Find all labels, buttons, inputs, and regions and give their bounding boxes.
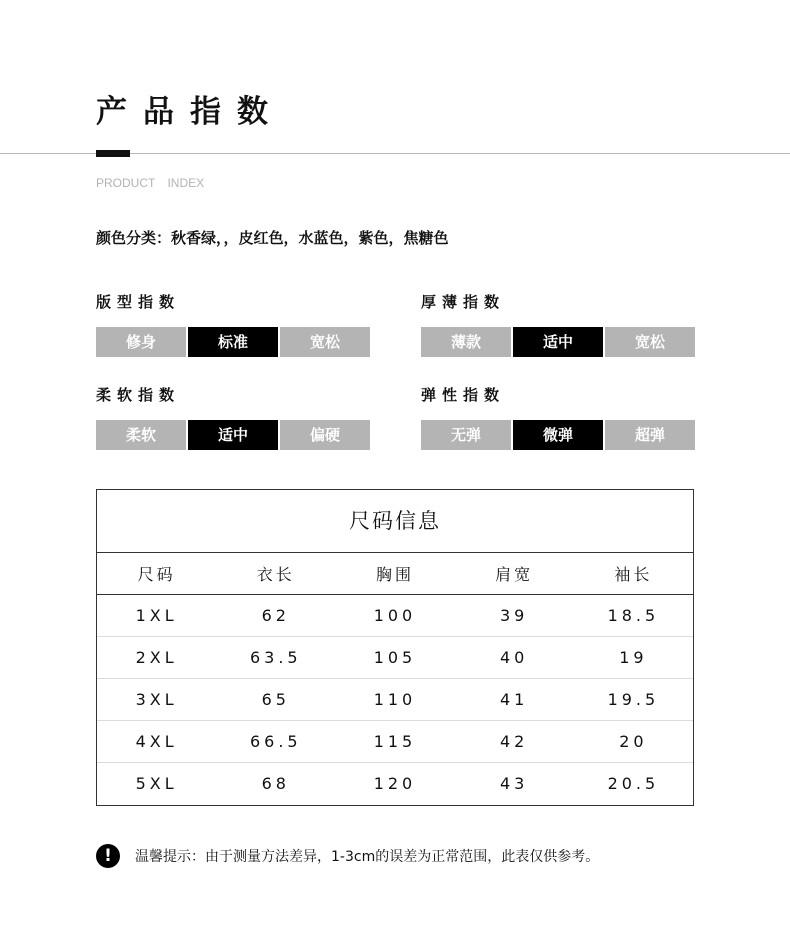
fit-index-scale bbox=[96, 327, 370, 357]
header-shoulder: 肩宽 bbox=[455, 553, 574, 595]
table-row bbox=[97, 595, 693, 637]
softness-option: 柔软 bbox=[96, 420, 186, 450]
header-chest: 胸围 bbox=[335, 553, 454, 595]
page-title: 产品指数 bbox=[96, 94, 284, 130]
cell-chest: 100 bbox=[335, 595, 454, 637]
cell-size: 3XL bbox=[97, 679, 216, 721]
cell-chest: 115 bbox=[335, 721, 454, 763]
table-row bbox=[97, 679, 693, 721]
cell-sleeve: 20 bbox=[574, 721, 693, 763]
cell-shoulder: 42 bbox=[455, 721, 574, 763]
exclamation-icon: ! bbox=[96, 844, 120, 868]
header-sleeve: 袖长 bbox=[574, 553, 693, 595]
elasticity-index-scale bbox=[421, 420, 695, 450]
thickness-index-title: 厚薄指数 bbox=[421, 293, 506, 311]
elasticity-option: 微弹 bbox=[513, 420, 603, 450]
size-table bbox=[97, 553, 693, 804]
cell-length: 68 bbox=[261, 774, 290, 793]
cell-shoulder: 41 bbox=[455, 679, 574, 721]
elasticity-option: 超弹 bbox=[605, 420, 695, 450]
cell-length: 63.5 bbox=[216, 637, 335, 679]
page-subtitle: PRODUCT INDEX bbox=[96, 176, 205, 190]
fit-option: 标准 bbox=[188, 327, 278, 357]
cell-chest: 120 bbox=[373, 774, 417, 793]
cell-sleeve: 18.5 bbox=[574, 595, 693, 637]
size-table-header-row bbox=[97, 553, 693, 595]
notice bbox=[96, 844, 599, 868]
thickness-option: 薄款 bbox=[421, 327, 511, 357]
cell-sleeve: 19 bbox=[574, 637, 693, 679]
softness-option: 适中 bbox=[188, 420, 278, 450]
size-chart bbox=[96, 489, 694, 806]
cell-size: 4XL bbox=[97, 721, 216, 763]
cell-length: 66.5 bbox=[216, 721, 335, 763]
notice-text: 温馨提示：由于测量方法差异，1-3cm的误差为正常范围，此表仅供参考。 bbox=[135, 849, 600, 865]
cell-shoulder: 39 bbox=[455, 595, 574, 637]
cell-chest: 105 bbox=[335, 637, 454, 679]
softness-option: 偏硬 bbox=[280, 420, 370, 450]
cell-length: 62 bbox=[216, 595, 335, 637]
cell-shoulder: 43 bbox=[499, 774, 529, 793]
fit-index-title: 版型指数 bbox=[96, 293, 181, 311]
elasticity-option: 无弹 bbox=[421, 420, 511, 450]
color-options-text: 颜色分类：秋香绿，，皮红色，水蓝色，紫色，焦糖色 bbox=[96, 229, 449, 247]
fit-option: 宽松 bbox=[280, 327, 370, 357]
fit-option: 修身 bbox=[96, 327, 186, 357]
cell-sleeve: 19.5 bbox=[574, 679, 693, 721]
thickness-index-scale bbox=[421, 327, 695, 357]
table-row bbox=[97, 721, 693, 763]
cell-length: 65 bbox=[216, 679, 335, 721]
cell-chest: 110 bbox=[335, 679, 454, 721]
softness-index-scale bbox=[96, 420, 370, 450]
table-row bbox=[97, 763, 693, 805]
thickness-option: 适中 bbox=[513, 327, 603, 357]
table-row bbox=[97, 637, 693, 679]
size-chart-title: 尺码信息 bbox=[97, 490, 693, 553]
elasticity-index-title: 弹性指数 bbox=[421, 386, 506, 404]
cell-size: 5XL bbox=[135, 774, 178, 793]
thickness-option: 宽松 bbox=[605, 327, 695, 357]
header-size: 尺码 bbox=[97, 553, 216, 595]
softness-index-title: 柔软指数 bbox=[96, 386, 181, 404]
header-accent-bar bbox=[96, 150, 130, 157]
cell-size: 1XL bbox=[97, 595, 216, 637]
cell-size: 2XL bbox=[97, 637, 216, 679]
header-length: 衣长 bbox=[216, 553, 335, 595]
cell-sleeve: 20.5 bbox=[607, 774, 660, 793]
cell-shoulder: 40 bbox=[455, 637, 574, 679]
